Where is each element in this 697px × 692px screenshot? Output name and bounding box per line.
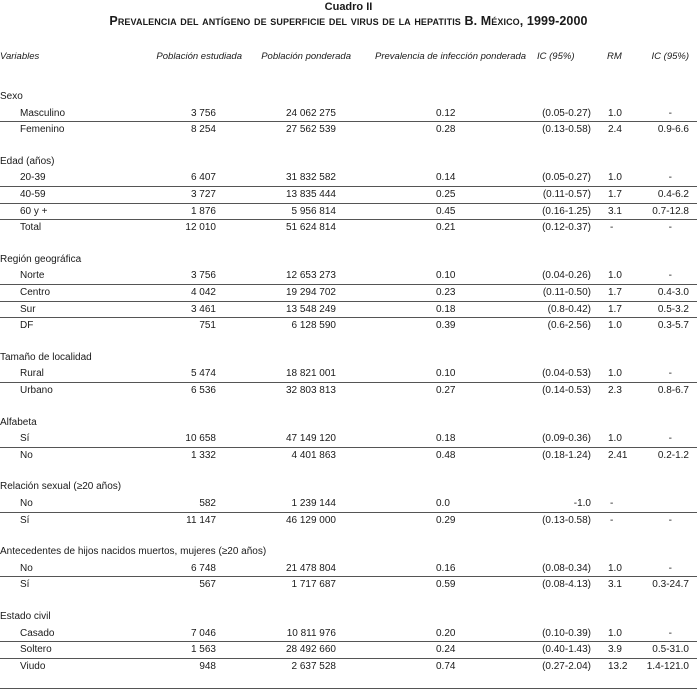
poblacion-ponderada: 24 062 275 xyxy=(285,107,336,119)
rm: 2.3 xyxy=(608,385,622,396)
table-row xyxy=(0,382,697,399)
prevalencia: 0.10 xyxy=(436,368,456,380)
poblacion-estudiada: 3 756 xyxy=(190,270,216,282)
group-label: Relación sexual (≥20 años) xyxy=(0,481,122,493)
poblacion-estudiada: 567 xyxy=(199,579,216,591)
poblacion-estudiada: 7 046 xyxy=(190,627,216,639)
prevalencia: 0.24 xyxy=(436,644,456,656)
ic-95-rm: 0.9-6.6 xyxy=(657,124,689,136)
rm: 1.0 xyxy=(608,368,622,380)
prevalencia: 0.10 xyxy=(436,270,456,282)
poblacion-ponderada: 47 149 120 xyxy=(285,433,336,445)
table-row xyxy=(0,219,697,236)
poblacion-ponderada: 4 401 863 xyxy=(291,449,336,461)
group-header xyxy=(0,544,697,560)
ic-95: (0.13-0.58) xyxy=(542,514,591,526)
rm: 1.0 xyxy=(608,172,622,184)
table-row xyxy=(0,268,697,284)
poblacion-ponderada: 12 653 273 xyxy=(285,270,336,282)
rm: 1.0 xyxy=(608,433,622,445)
row-label: No xyxy=(20,498,33,509)
poblacion-estudiada: 3 461 xyxy=(190,303,216,315)
poblacion-estudiada: 582 xyxy=(199,498,216,509)
rm: 1.0 xyxy=(608,320,622,332)
poblacion-estudiada: 751 xyxy=(199,320,216,332)
table-row xyxy=(0,170,697,186)
table-row xyxy=(0,121,697,138)
poblacion-ponderada: 18 821 001 xyxy=(285,368,336,380)
rm: 1.7 xyxy=(608,303,622,315)
poblacion-ponderada: 5 956 814 xyxy=(291,205,336,217)
ic-95: (0.40-1.43) xyxy=(542,644,591,656)
prevalencia: 0.18 xyxy=(436,303,456,315)
prevalencia: 0.12 xyxy=(436,107,456,119)
poblacion-ponderada: 6 128 590 xyxy=(291,320,336,332)
poblacion-estudiada: 1 563 xyxy=(190,644,216,656)
rm: 2.41 xyxy=(608,449,628,461)
row-label: Rural xyxy=(20,368,44,380)
row-label: Norte xyxy=(20,270,45,282)
ic-95: (0.04-0.53) xyxy=(542,368,591,380)
ic-95-rm: - xyxy=(668,368,672,380)
table-row xyxy=(0,106,697,122)
poblacion-estudiada: 3 727 xyxy=(190,189,216,200)
table-row xyxy=(0,431,697,447)
table-row xyxy=(0,626,697,642)
row-label: Sur xyxy=(20,303,36,315)
ic-95-rm: - xyxy=(668,562,672,574)
group-label: Sexo xyxy=(0,91,23,102)
poblacion-ponderada: 2 637 528 xyxy=(291,660,336,672)
table-row xyxy=(0,284,697,301)
header-ic-95: IC (95%) xyxy=(537,51,575,62)
table-row xyxy=(0,301,697,318)
row-label: Urbano xyxy=(20,385,53,396)
prevalencia: 0.25 xyxy=(436,189,456,200)
header-poblacion-estudiada: Población estudiada xyxy=(156,51,242,62)
rm: 3.9 xyxy=(608,644,622,656)
ic-95-rm: 0.5-31.0 xyxy=(652,644,689,656)
poblacion-estudiada: 1 332 xyxy=(190,449,216,461)
header-variables: Variables xyxy=(0,51,40,62)
ic-95: (0.6-2.56) xyxy=(547,320,591,332)
group-label: Tamaño de localidad xyxy=(0,351,92,363)
poblacion-ponderada: 31 832 582 xyxy=(285,172,336,184)
rm: - xyxy=(610,514,614,526)
ic-95: (0.09-0.36) xyxy=(542,433,591,445)
poblacion-ponderada: 21 478 804 xyxy=(285,562,336,574)
group-header xyxy=(0,479,697,495)
row-label: Femenino xyxy=(20,124,65,136)
ic-95: (0.08-0.34) xyxy=(542,562,591,574)
table-row xyxy=(0,186,697,203)
poblacion-estudiada: 10 658 xyxy=(185,433,216,445)
group-header xyxy=(0,154,697,170)
group-header xyxy=(0,89,697,105)
table-caption: Cuadro II xyxy=(324,1,373,13)
poblacion-estudiada: 6 748 xyxy=(190,562,216,574)
ic-95: (0.04-0.26) xyxy=(542,270,591,282)
ic-95: (0.27-2.04) xyxy=(542,660,591,672)
ic-95: -1.0 xyxy=(573,498,591,509)
ic-95-rm: 0.3-24.7 xyxy=(652,579,689,591)
ic-95: (0.12-0.37) xyxy=(542,222,591,234)
rm: 3.1 xyxy=(608,579,622,591)
poblacion-ponderada: 51 624 814 xyxy=(285,222,336,234)
rm: 1.0 xyxy=(608,562,622,574)
group-header xyxy=(0,609,697,625)
ic-95: (0.18-1.24) xyxy=(542,449,591,461)
row-label: Sí xyxy=(20,579,30,591)
table-row xyxy=(0,561,697,577)
row-label: Soltero xyxy=(20,644,52,656)
poblacion-ponderada: 10 811 976 xyxy=(286,627,336,639)
ic-95-rm: 0.3-5.7 xyxy=(657,320,689,332)
ic-95: (0.05-0.27) xyxy=(542,172,591,184)
table-row xyxy=(0,496,697,512)
ic-95: (0.16-1.25) xyxy=(542,205,591,217)
prevalencia: 0.28 xyxy=(436,124,456,136)
group-header xyxy=(0,415,697,431)
ic-95-rm: 0.4-6.2 xyxy=(657,189,689,200)
group-header xyxy=(0,252,697,268)
poblacion-ponderada: 19 294 702 xyxy=(285,287,336,298)
row-label: Viudo xyxy=(20,660,46,672)
prevalencia: 0.0 xyxy=(436,498,450,509)
rm: - xyxy=(610,222,614,234)
poblacion-ponderada: 28 492 660 xyxy=(285,644,336,656)
prevalencia: 0.16 xyxy=(436,562,456,574)
row-label: Sí xyxy=(20,433,30,445)
ic-95: (0.05-0.27) xyxy=(542,107,591,119)
ic-95: (0.08-4.13) xyxy=(542,579,591,591)
ic-95-rm: - xyxy=(668,172,672,184)
rm: 1.0 xyxy=(608,627,622,639)
prevalencia: 0.18 xyxy=(436,433,456,445)
poblacion-estudiada: 4 042 xyxy=(190,287,216,298)
ic-95-rm: 0.7-12.8 xyxy=(652,205,689,217)
poblacion-estudiada: 11 147 xyxy=(186,514,216,526)
ic-95-rm: 0.8-6.7 xyxy=(657,385,689,396)
rm: 3.1 xyxy=(608,205,622,217)
ic-95-rm: 0.4-3.0 xyxy=(657,287,689,298)
prevalencia: 0.27 xyxy=(436,385,456,396)
row-label: Casado xyxy=(20,627,55,639)
poblacion-estudiada: 1 876 xyxy=(190,205,216,217)
ic-95: (0.11-0.57) xyxy=(542,189,591,200)
row-label: Centro xyxy=(20,287,51,298)
prevalencia: 0.59 xyxy=(436,579,456,591)
prevalencia: 0.23 xyxy=(436,287,456,298)
table-row xyxy=(0,512,697,529)
rm: 1.0 xyxy=(608,107,622,119)
table-title: Prevalencia del antígeno de superficie del virus de la hepatitis B. México, 1999-2000 xyxy=(109,14,588,28)
ic-95-rm: - xyxy=(668,514,672,526)
ic-95-rm: 1.4-121.0 xyxy=(646,660,689,672)
poblacion-estudiada: 3 756 xyxy=(190,107,216,119)
prevalencia: 0.14 xyxy=(436,172,456,184)
ic-95-rm: - xyxy=(668,433,672,445)
poblacion-ponderada: 32 803 813 xyxy=(285,385,336,396)
row-label: Sí xyxy=(20,514,30,526)
poblacion-estudiada: 5 474 xyxy=(190,368,216,380)
row-label: 60 y + xyxy=(20,205,48,217)
header-prevalencia: Prevalencia de infección ponderada xyxy=(375,51,527,62)
rm: 1.0 xyxy=(608,270,622,282)
ic-95-rm: - xyxy=(668,627,672,639)
header-poblacion-ponderada: Población ponderada xyxy=(261,51,351,62)
ic-95: (0.13-0.58) xyxy=(542,124,591,136)
row-label: Masculino xyxy=(20,107,66,119)
ic-95: (0.11-0.50) xyxy=(542,287,591,298)
poblacion-estudiada: 8 254 xyxy=(190,124,216,136)
rm: 2.4 xyxy=(608,124,622,136)
prevalencia: 0.20 xyxy=(436,627,456,639)
ic-95: (0.10-0.39) xyxy=(542,627,591,639)
ic-95-rm: 0.5-3.2 xyxy=(657,303,689,315)
poblacion-ponderada: 13 548 249 xyxy=(285,303,336,315)
row-label: Total xyxy=(20,222,42,234)
ic-95-rm: 0.2-1.2 xyxy=(657,449,689,461)
ic-95-rm: - xyxy=(668,270,672,282)
table-row xyxy=(0,447,697,464)
ic-95: (0.14-0.53) xyxy=(542,385,591,396)
table-row xyxy=(0,366,697,382)
ic-95: (0.8-0.42) xyxy=(547,303,591,315)
rm: - xyxy=(610,498,614,509)
prevalencia: 0.29 xyxy=(436,514,456,526)
rm: 13.2 xyxy=(608,660,628,672)
header-ic-95-rm: IC (95%) xyxy=(651,51,689,62)
poblacion-estudiada: 6 536 xyxy=(190,385,216,396)
poblacion-ponderada: 1 239 144 xyxy=(291,498,336,509)
poblacion-estudiada: 12 010 xyxy=(185,222,216,234)
table-row xyxy=(0,203,697,220)
row-label: 20-39 xyxy=(20,172,46,184)
poblacion-estudiada: 948 xyxy=(199,660,216,672)
table-row xyxy=(0,317,697,334)
prevalencia: 0.45 xyxy=(436,205,456,217)
table-bottom-rule xyxy=(0,688,697,689)
prevalencia: 0.74 xyxy=(436,660,456,672)
group-label: Antecedentes de hijos nacidos muertos, mujeres (≥20 años) xyxy=(0,546,267,558)
table-row xyxy=(0,576,697,593)
row-label: 40-59 xyxy=(20,189,46,200)
prevalencia: 0.39 xyxy=(436,320,456,332)
poblacion-ponderada: 13 835 444 xyxy=(285,189,336,200)
row-label: No xyxy=(20,449,33,461)
group-label: Edad (años) xyxy=(0,155,55,167)
group-label: Estado civil xyxy=(0,611,51,622)
rm: 1.7 xyxy=(608,287,622,298)
table-row xyxy=(0,641,697,658)
ic-95-rm: - xyxy=(668,222,672,234)
row-label: DF xyxy=(20,320,34,332)
prevalencia: 0.48 xyxy=(436,449,456,461)
group-header xyxy=(0,350,697,366)
group-label: Región geográfica xyxy=(0,253,82,265)
poblacion-ponderada: 1 717 687 xyxy=(291,579,336,591)
poblacion-ponderada: 46 129 000 xyxy=(285,514,336,526)
header-rm: RM xyxy=(607,51,622,62)
row-label: No xyxy=(20,562,33,574)
rm: 1.7 xyxy=(608,189,622,200)
poblacion-estudiada: 6 407 xyxy=(190,172,216,184)
group-label: Alfabeta xyxy=(0,416,37,428)
table-row xyxy=(0,658,697,675)
ic-95-rm: - xyxy=(668,107,672,119)
poblacion-ponderada: 27 562 539 xyxy=(285,124,336,136)
prevalencia: 0.21 xyxy=(436,222,456,234)
